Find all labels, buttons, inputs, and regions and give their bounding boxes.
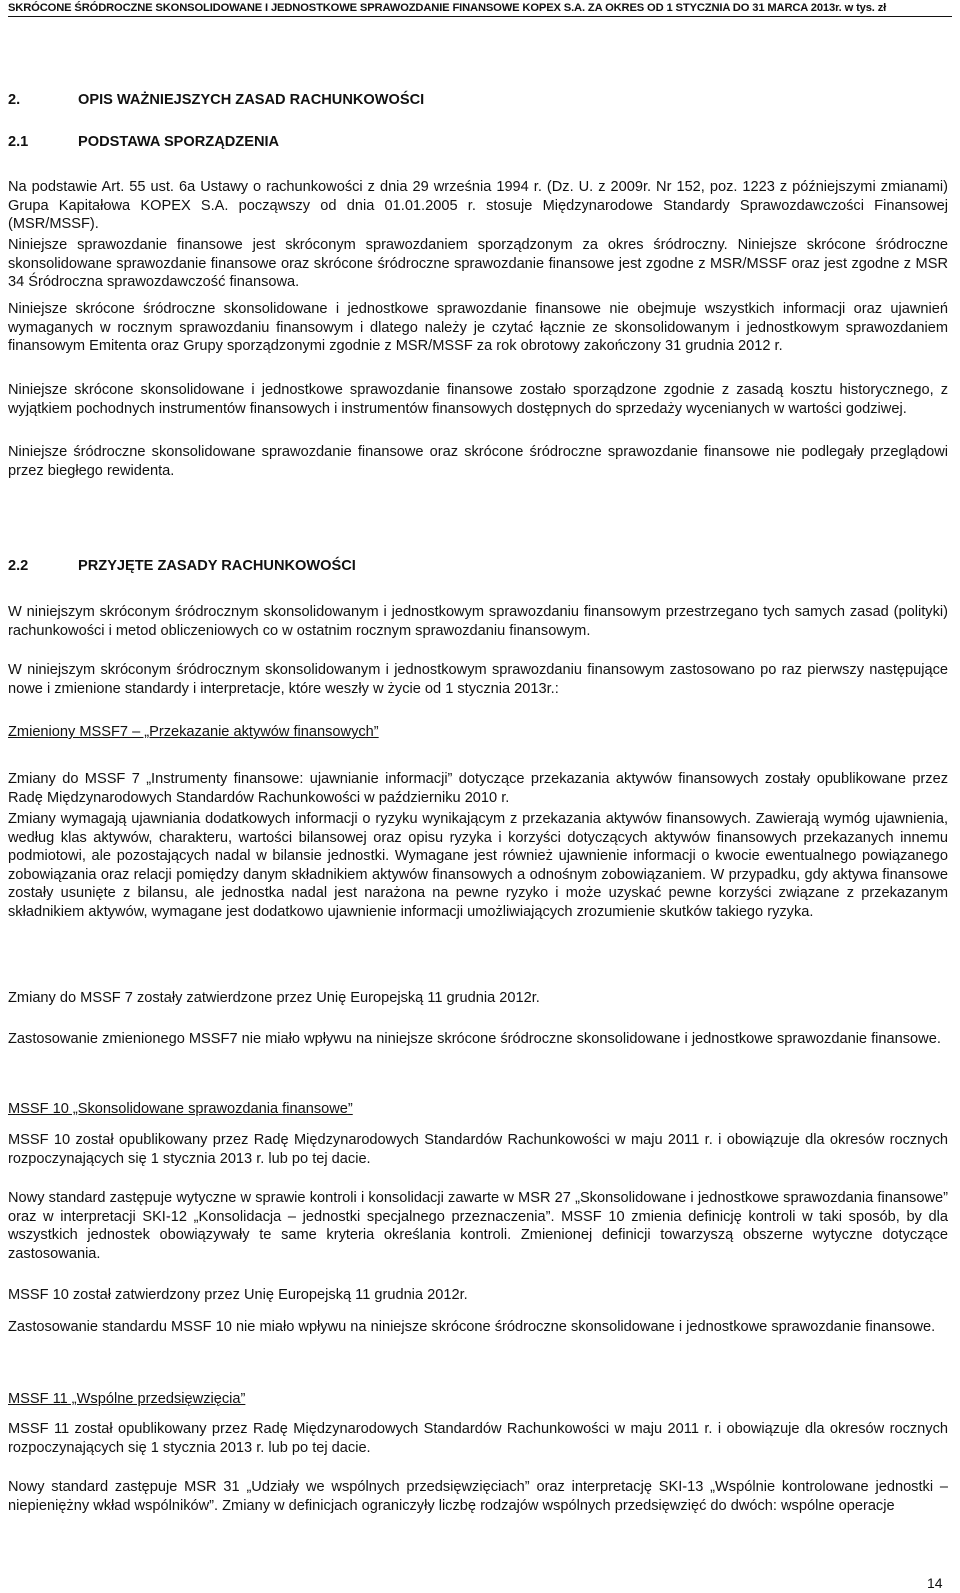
subsection-heading-mssf10: MSSF 10 „Skonsolidowane sprawozdania finansowe” [8,1101,353,1117]
paragraph: Zmiany do MSSF 7 „Instrumenty finansowe: ujawnianie informacji” dotyczące przekazania aktywów finansowych zostały opublikowane przez Radę Międzynarodowych Standardów Rachunkowości w październiku 2010 r. [8,771,948,806]
paragraph: W niniejszym skróconym śródrocznym skonsolidowanym i jednostkowym sprawozdaniu finansowym zastosowano po raz pierwszy następujące nowe i zmienione standardy i interpretacje, które weszły w życie od 1 stycznia 2013r.: [8,662,948,697]
paragraph: Zastosowanie standardu MSSF 10 nie miało wpływu na niniejsze skrócone śródroczne skonsolidowane i jednostkowe sprawozdanie finansowe. [8,1319,936,1335]
section-title: OPIS WAŻNIEJSZYCH ZASAD RACHUNKOWOŚCI [78,92,425,108]
section-heading-2-1 [8,133,279,152]
header-divider [8,16,952,17]
paragraph: Na podstawie Art. 55 ust. 6a Ustawy o rachunkowości z dnia 29 września 1994 r. (Dz. U. z 2009r. Nr 152, poz. 1223 z późniejszymi zmianami) Grupa Kapitałowa KOPEX S.A. począwszy od dnia 01.01.2005 r. stosuje Międzynarodowe Standardy Sprawozdawczości Finansowej (MSR/MSSF). [8,179,948,232]
paragraph: Nowy standard zastępuje wytyczne w sprawie kontroli i konsolidacji zawarte w MSR 27 „Skonsolidowane i jednostkowe sprawozdania finansowe” oraz w interpretacji SKI-12 „Konsolidacja – jednostki specjalnego przeznaczenia”. MSSF 10 zmienia definicję kontroli w taki sposób, by dla wszystkich jednostek obowiązywały te same kryteria określania kontroli. Zmienionej definicji towarzyszą obszerne wytyczne dotyczące zastosowania. [8,1190,948,1262]
paragraph: MSSF 10 został zatwierdzony przez Unię Europejską 11 grudnia 2012r. [8,1287,468,1303]
paragraph: Niniejsze śródroczne skonsolidowane sprawozdanie finansowe oraz skrócone śródroczne sprawozdanie finansowe nie podlegały przeglądowi przez biegłego rewidenta. [8,444,948,479]
paragraph: Niniejsze skrócone skonsolidowane i jednostkowe sprawozdanie finansowe zostało sporządzone zgodnie z zasadą kosztu historycznego, z wyjątkiem pochodnych instrumentów finansowych i instrumentów finansowych dostępnych do sprzedaży wycenianych w wartości godziwej. [8,382,948,417]
paragraph: Zmiany do MSSF 7 zostały zatwierdzone przez Unię Europejską 11 grudnia 2012r. [8,990,540,1006]
section-heading-2-2 [8,557,356,576]
page-number: 14 [927,1575,943,1591]
paragraph: Zastosowanie zmienionego MSSF7 nie miało wpływu na niniejsze skrócone śródroczne skonsolidowane i jednostkowe sprawozdanie finansowe. [8,1031,941,1047]
section-heading-2 [8,91,424,110]
section-number: 2.1 [8,134,29,150]
section-number: 2. [8,92,21,108]
subsection-heading-mssf11: MSSF 11 „Wspólne przedsięwzięcia” [8,1391,246,1407]
running-header: SKRÓCONE ŚRÓDROCZNE SKONSOLIDOWANE I JEDNOSTKOWE SPRAWOZDANIE FINANSOWE KOPEX S.A. ZA OKRES OD 1 STYCZNIA DO 31 MARCA 2013r. w tys. zł [8,2,887,14]
paragraph: Nowy standard zastępuje MSR 31 „Udziały we wspólnych przedsięwzięciach” oraz interpretację SKI-13 „Wspólnie kontrolowane jednostki – niepieniężny wkład wspólników”. Zmiany w definicjach ograniczyły liczbę rodzajów wspólnych przedsięwzięć do dwóch: wspólne operacje [8,1479,948,1514]
paragraph: W niniejszym skróconym śródrocznym skonsolidowanym i jednostkowym sprawozdaniu finansowym przestrzegano tych samych zasad (polityki) rachunkowości i metod obliczeniowych co w ostatnim rocznym sprawozdaniu finansowym. [8,604,948,639]
paragraph: Niniejsze sprawozdanie finansowe jest skróconym sprawozdaniem sporządzonym za okres śródroczny. Niniejsze skrócone śródroczne skonsolidowane sprawozdanie finansowe oraz skrócone śródroczne sprawozdanie finansowe jest zgodne z MSR/MSSF oraz jest zgodne z MSR 34 Śródroczna sprawozdawczość finansowa. [8,237,948,290]
paragraph: MSSF 11 został opublikowany przez Radę Międzynarodowych Standardów Rachunkowości w maju 2011 r. i obowiązuje dla okresów rocznych rozpoczynających się 1 stycznia 2013 r. lub po tej dacie. [8,1421,948,1456]
paragraph: MSSF 10 został opublikowany przez Radę Międzynarodowych Standardów Rachunkowości w maju 2011 r. i obowiązuje dla okresów rocznych rozpoczynających się 1 stycznia 2013 r. lub po tej dacie. [8,1132,948,1167]
section-title: PODSTAWA SPORZĄDZENIA [78,134,280,150]
section-title: PRZYJĘTE ZASADY RACHUNKOWOŚCI [78,558,356,574]
paragraph: Niniejsze skrócone śródroczne skonsolidowane i jednostkowe sprawozdanie finansowe nie obejmuje wszystkich informacji oraz ujawnień wymaganych w rocznym sprawozdaniu finansowym i dlatego należy je czytać łącznie ze skonsolidowanym i jednostkowym sprawozdaniem finansowym Emitenta oraz Grupy sporządzonymi zgodnie z MSR/MSSF za rok obrotowy zakończony 31 grudnia 2012 r. [8,301,948,354]
section-number: 2.2 [8,558,29,574]
subsection-heading-mssf7: Zmieniony MSSF7 – „Przekazanie aktywów finansowych” [8,724,379,740]
paragraph: Zmiany wymagają ujawniania dodatkowych informacji o ryzyku wynikającym z przekazania aktywów finansowych. Zawierają wymóg ujawnienia, według klas aktywów, charakteru, wartości bilansowej oraz opisu ryzyka i korzyści dotyczących aktywów finansowych przekazanych innemu podmiotowi, ale pozostających nadal w bilansie jednostki. Wymagane jest również ujawnienie informacji o kwocie ewentualnego powiązanego zobowiązania oraz relacji pomiędzy danym składnikiem aktywów finansowych a odnośnym zobowiązaniem. W przypadku, gdy aktywa finansowe zostały usunięte z bilansu, ale jednostka nadal jest narażona na pewne ryzyko i może uzyskać pewne korzyści związane z przekazanym składnikiem aktywów, wymagane jest dodatkowo ujawnienie informacji umożliwiających zrozumienie skutków takiego ryzyka. [8,811,948,920]
